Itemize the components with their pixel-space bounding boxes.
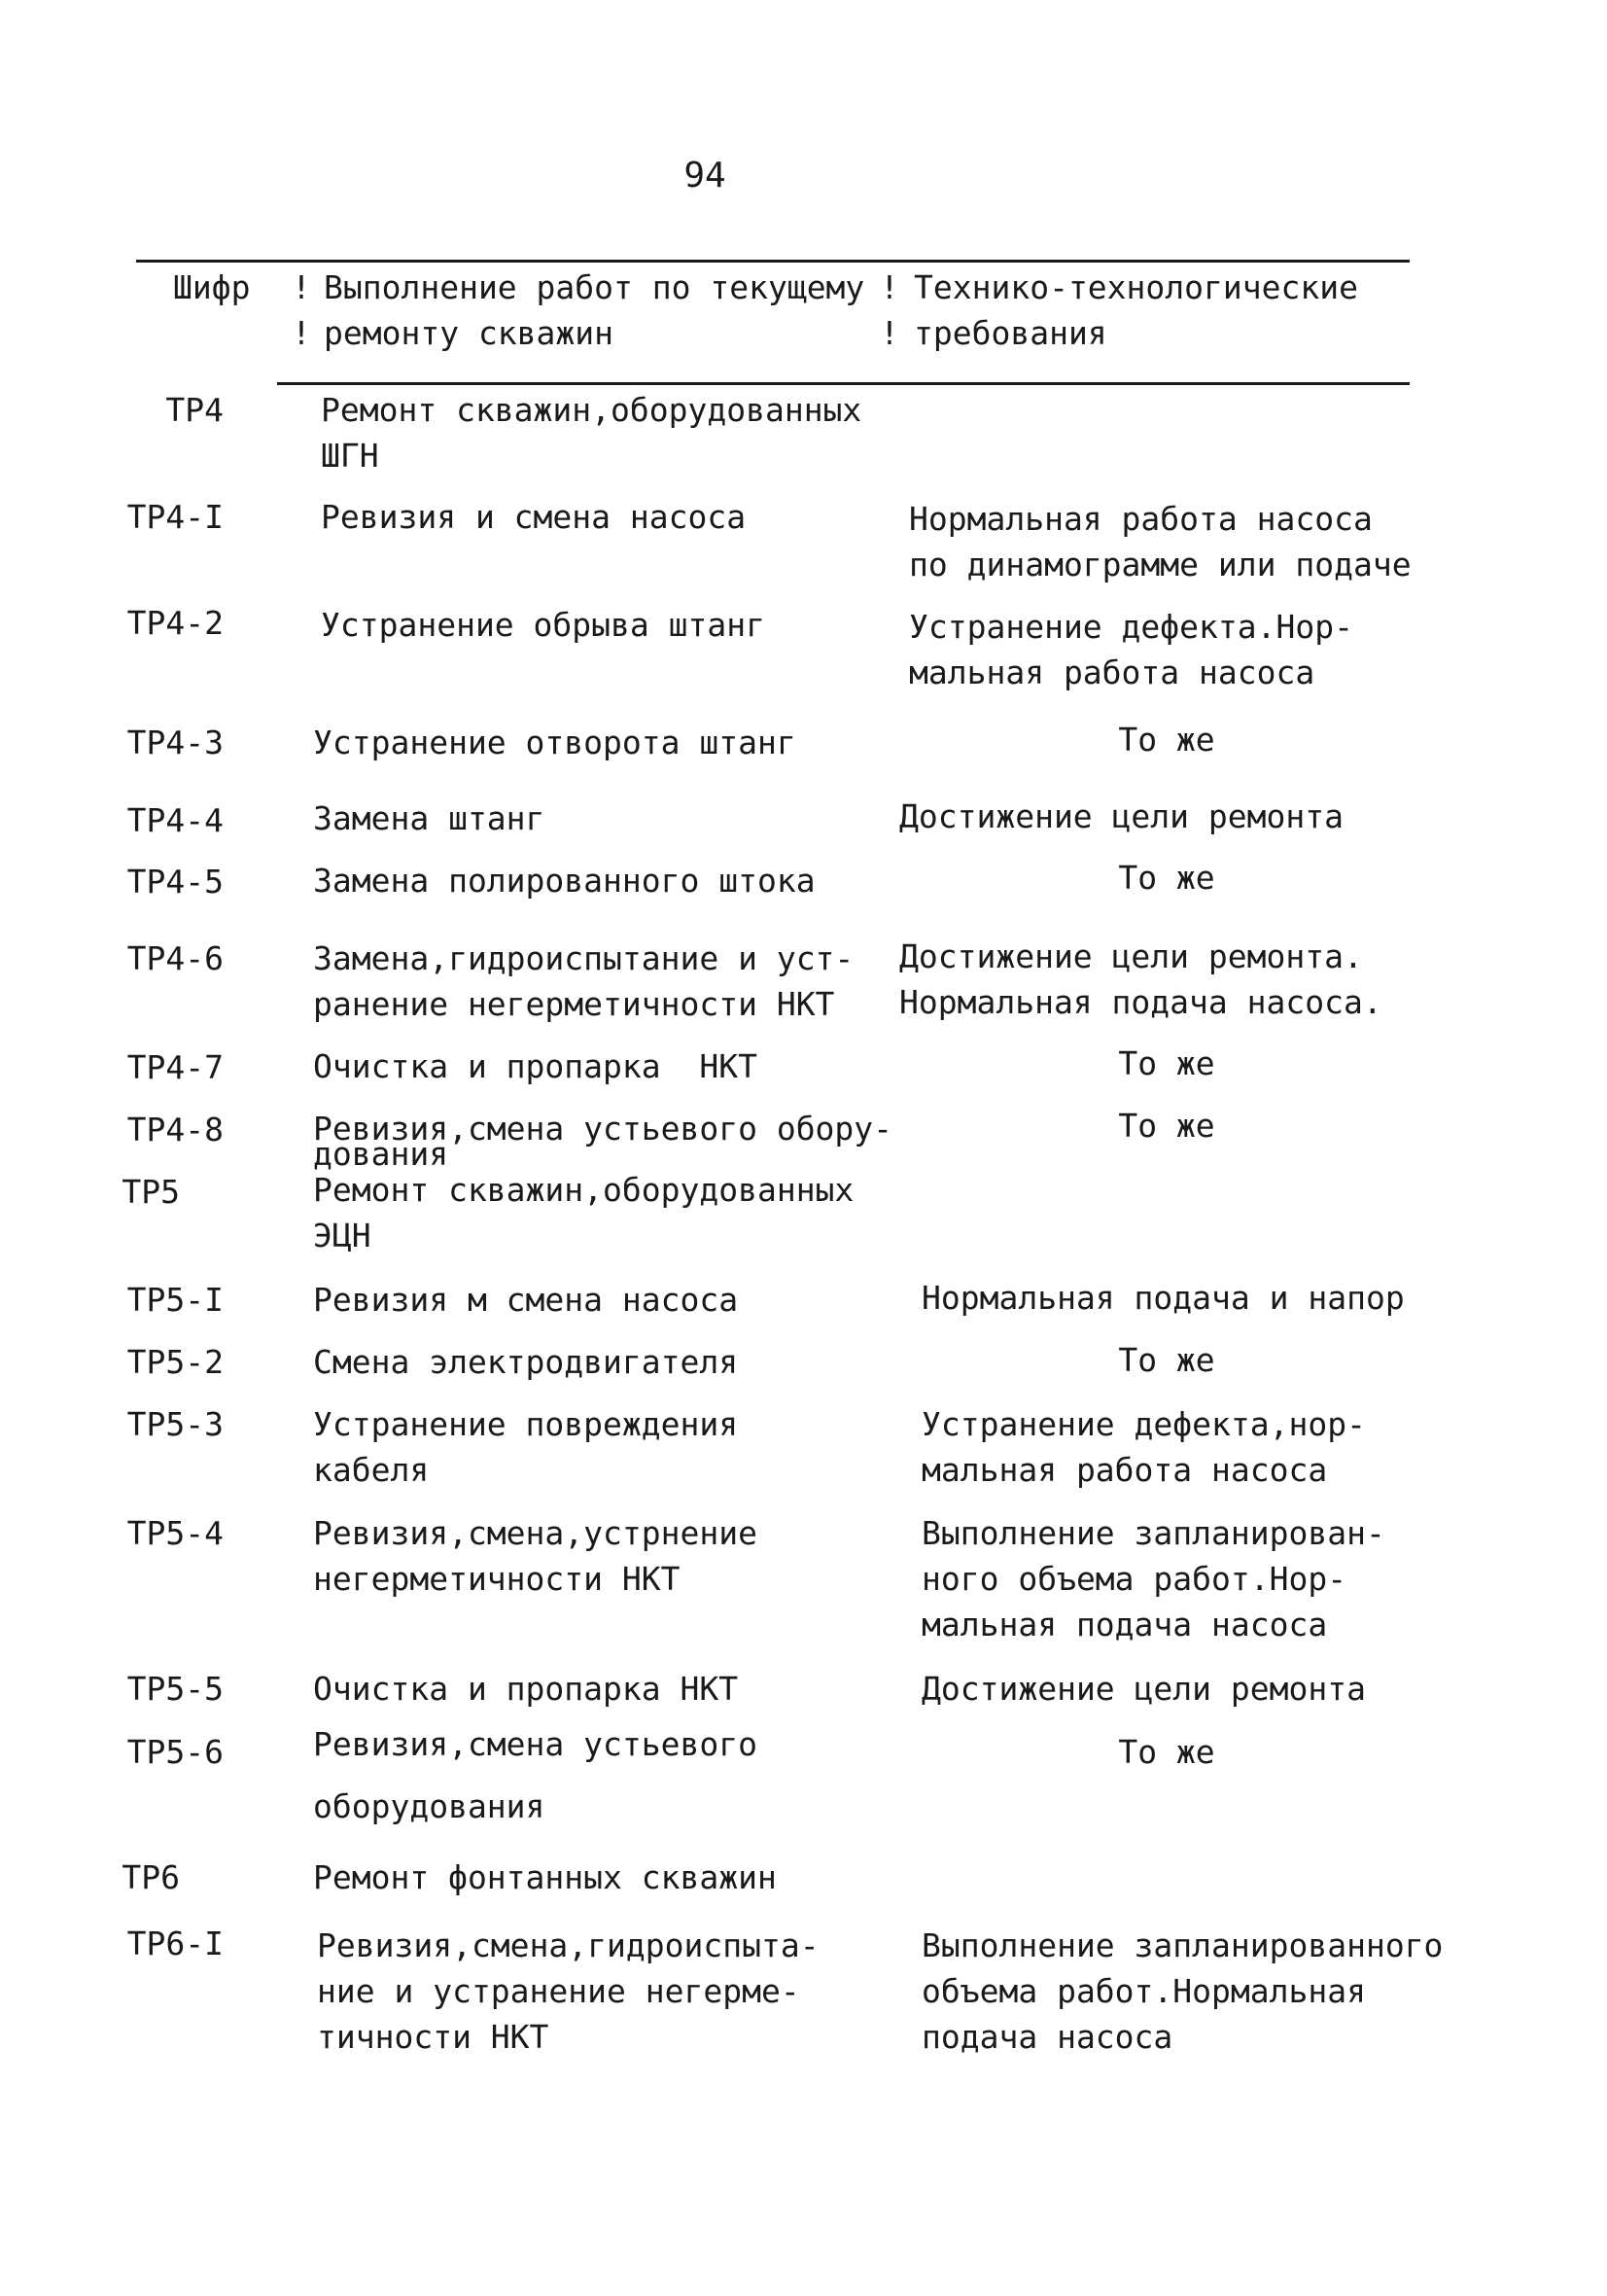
header-work-line1: Выполнение работ по текущему [324, 268, 865, 306]
row-description: Ревизия и смена насоса [321, 498, 747, 536]
row-requirement: Устранение дефекта.Нор- мальная работа насоса [909, 608, 1353, 691]
row-description: Замена штанг [313, 799, 545, 837]
row-code: ТР5-4 [126, 1514, 224, 1552]
row-description: Устранение повреждения кабеля [313, 1405, 739, 1489]
row-description: Ревизия,смена,гидроиспыта- ние и устранение негерме- тичности НКТ [317, 1926, 820, 2056]
row-code: ТР4-8 [126, 1111, 224, 1148]
row-requirement: То же [1118, 1107, 1215, 1145]
row-code: ТР5-3 [126, 1405, 224, 1443]
row-requirement: Достижение цели ремонта. Нормальная подача насоса. [899, 937, 1382, 1021]
row-description: Замена,гидроиспытание и уст- ранение негерметичности НКТ [313, 939, 855, 1023]
header-req-line2: требования [914, 314, 1107, 352]
header-separator-2a: ! [880, 268, 899, 306]
row-code: ТР4 [165, 391, 224, 429]
row-description: Ревизия,смена устьевого оборудования [313, 1725, 757, 1825]
row-requirement: Нормальная работа насоса по динамограмме или подаче [909, 500, 1412, 583]
row-requirement: Нормальная подача и напор [922, 1279, 1405, 1317]
row-requirement: То же [1118, 721, 1215, 759]
header-separator-1a: ! [292, 268, 311, 306]
row-code: ТР4-3 [126, 724, 224, 761]
row-code: ТР6 [122, 1858, 180, 1896]
header-code: Шифр [173, 268, 251, 306]
row-code: ТР4-2 [126, 604, 224, 642]
row-code: ТР5-6 [126, 1733, 224, 1771]
row-requirement: То же [1118, 1044, 1215, 1082]
row-description: Устранение обрыва штанг [321, 606, 765, 644]
header-work-line2: ремонту скважин [324, 314, 614, 352]
row-description: Смена электродвигателя [313, 1343, 739, 1381]
row-code: ТР4-7 [126, 1048, 224, 1086]
row-description: Очистка и пропарка НКТ [313, 1670, 739, 1708]
row-description: Ремонт фонтанных скважин [313, 1858, 777, 1896]
row-description: Устранение отворота штанг [313, 724, 796, 761]
row-description: Замена полированного штока [313, 862, 816, 900]
header-separator-2b: ! [880, 314, 899, 352]
row-description: Ревизия,смена устьевого обору- дования [313, 1110, 893, 1173]
header-req-line1: Технико-технологические [914, 268, 1358, 306]
row-requirement: То же [1118, 1733, 1215, 1771]
row-description: Ревизия,смена,устрнение негерметичности НКТ [313, 1514, 757, 1598]
row-description: Ревизия м смена насоса [313, 1281, 739, 1319]
row-code: ТР5-I [126, 1281, 224, 1319]
row-requirement: Достижение цели ремонта [922, 1670, 1366, 1708]
row-requirement: Выполнение запланированного объема работ.Нормальная подача насоса [922, 1926, 1444, 2056]
row-code: ТР4-6 [126, 939, 224, 977]
header-top-rule [136, 260, 1410, 263]
row-code: ТР4-I [126, 498, 224, 536]
header-bottom-rule [277, 382, 1410, 385]
row-description: Ремонт скважин,оборудованных ЭЦН [313, 1171, 855, 1254]
row-requirement: То же [1118, 859, 1215, 897]
row-code: ТР4-5 [126, 863, 224, 901]
row-requirement: Устранение дефекта,нор- мальная работа насоса [922, 1405, 1366, 1489]
header-separator-1b: ! [292, 314, 311, 352]
row-requirement: То же [1118, 1341, 1215, 1379]
page-number: 94 [683, 156, 726, 195]
row-code: ТР4-4 [126, 801, 224, 839]
row-description: Очистка и пропарка НКТ [313, 1047, 757, 1085]
row-code: ТР6-I [126, 1925, 224, 1962]
row-code: ТР5-5 [126, 1670, 224, 1708]
row-code: ТР5-2 [126, 1343, 224, 1381]
row-requirement: Выполнение запланирован- ного объема работ.Нор- мальная подача насоса [922, 1514, 1385, 1643]
row-code: ТР5 [122, 1173, 180, 1211]
row-description: Ремонт скважин,оборудованных ШГН [321, 391, 862, 475]
row-requirement: Достижение цели ремонта [899, 797, 1344, 835]
